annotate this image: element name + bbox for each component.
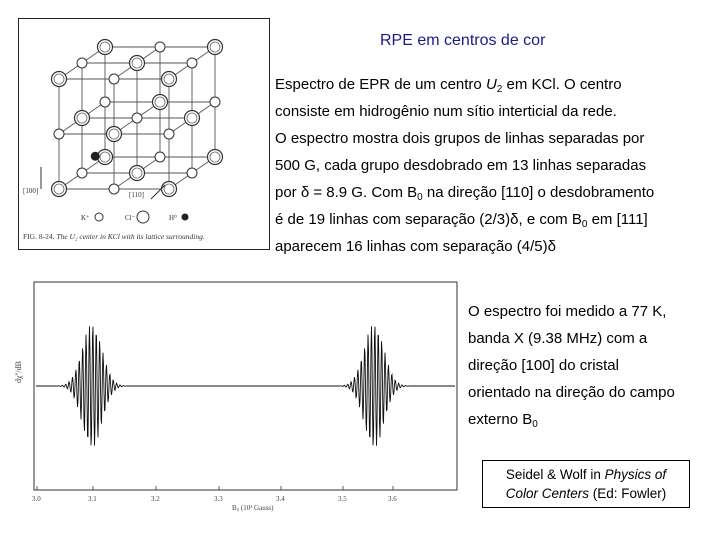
desc-l1a: Espectro de EPR de um centro	[275, 76, 486, 93]
description-line-2: consiste em hidrogênio num sítio interticial da rede.	[275, 103, 617, 120]
tick-label: 3.6	[388, 495, 397, 503]
citation-book-2: Color Centers	[505, 486, 589, 501]
lattice-diagram	[19, 19, 269, 249]
figure-caption	[23, 232, 267, 241]
citation-line-2	[483, 484, 689, 503]
k-ion	[164, 129, 174, 139]
tick-label: 3.4	[276, 495, 285, 503]
axis-label-110: [110]	[129, 191, 144, 199]
k-ion	[187, 58, 197, 68]
desc-l5a: por δ = 8.9 G. Com B	[275, 184, 418, 201]
description-text	[275, 71, 715, 260]
citation-authors: Seidel & Wolf in	[505, 467, 605, 482]
legend-cl: Cl⁻	[125, 214, 136, 222]
figure-caption-prefix: FIG. 8-24.	[23, 232, 55, 241]
desc-l5-sub: 0	[417, 192, 423, 203]
description-line-4: 500 G, cada grupo desdobrado em 13 linhas separadas	[275, 157, 647, 174]
description-line-6	[275, 206, 715, 233]
k-ion	[54, 129, 64, 139]
desc-l6-sub: 0	[581, 219, 588, 230]
k-ion	[109, 74, 119, 84]
measurement-line-3: direção [100] do cristal	[468, 357, 619, 374]
u2-sub: 2	[496, 84, 503, 95]
meas-l5-sub: 0	[532, 419, 538, 430]
spectrum-x-label: B₀ (10³ Gauss)	[232, 504, 274, 512]
legend-cl-symbol	[137, 211, 149, 223]
slide-title: RPE em centros de cor	[380, 32, 546, 49]
tick-label: 3.1	[88, 495, 97, 503]
tick-label: 3.2	[151, 495, 160, 503]
k-ion	[132, 113, 142, 123]
k-ion	[77, 58, 87, 68]
lattice-atoms	[52, 40, 223, 197]
measurement-text	[468, 298, 713, 433]
meas-l5a: externo B	[468, 411, 533, 428]
legend-h-symbol	[182, 214, 189, 221]
spectrum-plot	[12, 268, 467, 526]
legend-k-symbol	[95, 213, 103, 221]
k-ion	[155, 152, 165, 162]
description-line-7: aparecem 16 linhas com separação (4/5)δ	[275, 238, 556, 255]
citation-line-1	[483, 465, 689, 484]
k-ion	[210, 97, 220, 107]
k-ion	[77, 168, 87, 178]
k-ion	[155, 42, 165, 52]
u2-symbol: U	[485, 76, 497, 93]
description-line-5	[275, 179, 715, 206]
desc-l5b: na direção [110] o desdobramento	[422, 184, 655, 201]
tick-label: 3.0	[32, 495, 41, 503]
measurement-line-5	[468, 406, 713, 433]
citation-box	[482, 460, 690, 508]
legend-h: H⁰	[169, 214, 177, 222]
spectrum-y-label: dχ''/dB	[14, 361, 23, 383]
k-ion	[187, 168, 197, 178]
spectrum-trace	[36, 326, 455, 446]
epr-spectrum	[12, 268, 467, 526]
citation-book-1: Physics of	[604, 467, 667, 482]
measurement-line-4: orientado na direção do campo	[468, 384, 675, 401]
tick-label: 3.3	[214, 495, 223, 503]
tick-label: 3.5	[338, 495, 347, 503]
lattice-figure	[18, 18, 270, 250]
citation-editor: (Ed: Fowler)	[589, 486, 667, 501]
desc-l6a: é de 19 linhas com separação (2/3)δ, e com B	[275, 211, 582, 228]
axis-label-100: [100]	[23, 187, 39, 195]
k-ion	[109, 184, 119, 194]
desc-l6b: em [111]	[587, 211, 648, 228]
description-line-1	[275, 71, 715, 98]
k-ion	[100, 97, 110, 107]
desc-l1b: em KCl. O centro	[502, 76, 622, 93]
legend-k: K⁺	[81, 214, 90, 222]
hydrogen-atom	[91, 152, 100, 161]
figure-caption-text: The U₂ center in KCl with its lattice surrounding.	[54, 232, 205, 241]
description-line-3: O espectro mostra dois grupos de linhas separadas por	[275, 130, 645, 147]
measurement-line-1: O espectro foi medido a 77 K,	[468, 303, 667, 320]
measurement-line-2: banda X (9.38 MHz) com a	[468, 330, 648, 347]
